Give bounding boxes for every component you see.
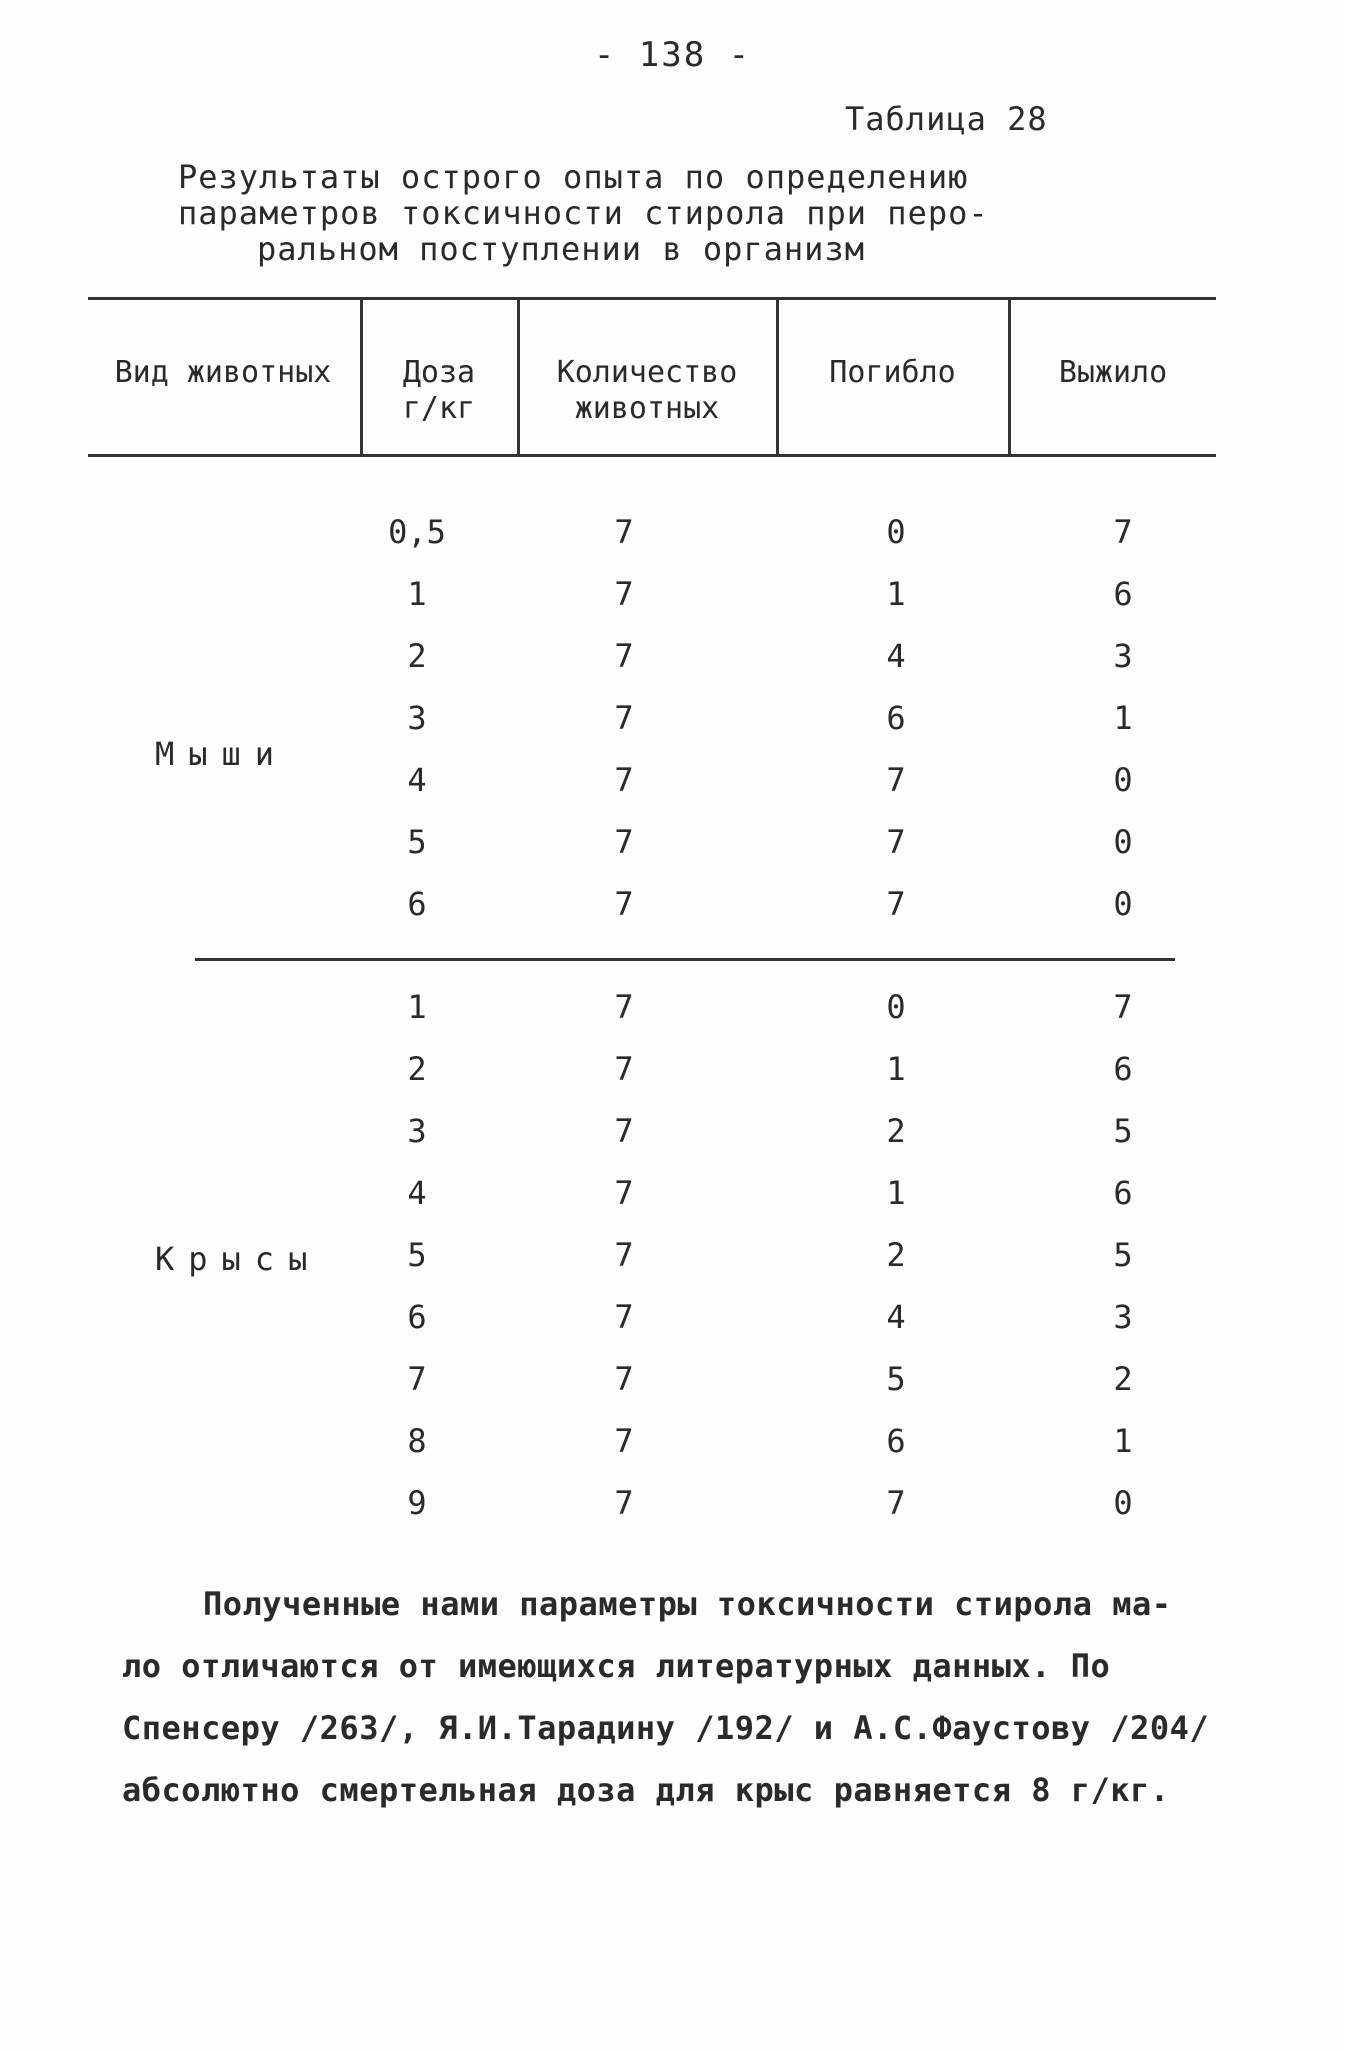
died-cell: 1 [886, 1174, 906, 1212]
survived-cell: 6 [1113, 575, 1133, 613]
header-dose-line-1: Доза [402, 355, 476, 390]
dose-cell: 2 [407, 637, 427, 675]
died-cell: 7 [886, 1484, 906, 1522]
count-cell: 7 [614, 699, 634, 737]
table-caption-line-2: параметров токсичности стирола при перо- [178, 194, 989, 232]
survived-cell: 5 [1113, 1112, 1133, 1150]
died-cell: 2 [886, 1236, 906, 1274]
survived-cell: 6 [1113, 1050, 1133, 1088]
header-died: Погибло [829, 355, 956, 390]
survived-cell: 5 [1113, 1236, 1133, 1274]
group-divider-rule [195, 958, 1175, 961]
survived-cell: 7 [1113, 988, 1133, 1026]
table-top-rule [88, 297, 1216, 300]
died-cell: 1 [886, 1050, 906, 1088]
count-cell: 7 [614, 1422, 634, 1460]
survived-cell: 0 [1113, 885, 1133, 923]
group-label-mice: Мыши [155, 735, 289, 773]
table-caption-line-1: Результаты острого опыта по определению [178, 158, 969, 196]
dose-cell: 0,5 [388, 513, 446, 551]
dose-cell: 5 [407, 823, 427, 861]
count-cell: 7 [614, 885, 634, 923]
paragraph-line-1: Полученные нами параметры токсичности стирола ма- [203, 1585, 1172, 1623]
paragraph-line-4: абсолютно смертельная доза для крыс равняется 8 г/кг. [122, 1771, 1170, 1809]
count-cell: 7 [614, 1050, 634, 1088]
count-cell: 7 [614, 988, 634, 1026]
dose-cell: 6 [407, 885, 427, 923]
count-cell: 7 [614, 1236, 634, 1274]
header-survived: Выжило [1058, 355, 1168, 390]
table-label: Таблица 28 [845, 100, 1048, 138]
header-species: Вид животных [114, 355, 332, 390]
count-cell: 7 [614, 761, 634, 799]
survived-cell: 3 [1113, 1298, 1133, 1336]
died-cell: 0 [886, 988, 906, 1026]
count-cell: 7 [614, 637, 634, 675]
survived-cell: 1 [1113, 699, 1133, 737]
died-cell: 5 [886, 1360, 906, 1398]
table-header-rule [88, 454, 1216, 457]
dose-cell: 1 [407, 575, 427, 613]
died-cell: 7 [886, 761, 906, 799]
survived-cell: 6 [1113, 1174, 1133, 1212]
died-cell: 6 [886, 1422, 906, 1460]
survived-cell: 0 [1113, 761, 1133, 799]
died-cell: 0 [886, 513, 906, 551]
died-cell: 2 [886, 1112, 906, 1150]
header-count-line-1: Количество [556, 355, 738, 390]
dose-cell: 7 [407, 1360, 427, 1398]
died-cell: 7 [886, 823, 906, 861]
group-label-rats: Крысы [155, 1240, 322, 1278]
dose-cell: 5 [407, 1236, 427, 1274]
count-cell: 7 [614, 1112, 634, 1150]
survived-cell: 0 [1113, 1484, 1133, 1522]
dose-cell: 4 [407, 761, 427, 799]
page-number: - 138 - [593, 35, 752, 75]
dose-cell: 2 [407, 1050, 427, 1088]
survived-cell: 1 [1113, 1422, 1133, 1460]
header-dose [362, 355, 516, 427]
count-cell: 7 [614, 823, 634, 861]
header-count-line-2: животных [574, 391, 720, 426]
dose-cell: 4 [407, 1174, 427, 1212]
survived-cell: 7 [1113, 513, 1133, 551]
died-cell: 7 [886, 885, 906, 923]
survived-cell: 0 [1113, 823, 1133, 861]
died-cell: 6 [886, 699, 906, 737]
table-caption-line-3: ральном поступлении в организм [257, 230, 865, 268]
dose-cell: 3 [407, 699, 427, 737]
died-cell: 4 [886, 1298, 906, 1336]
count-cell: 7 [614, 1174, 634, 1212]
paragraph-line-2: ло отличаются от имеющихся литературных данных. По [122, 1647, 1111, 1685]
died-cell: 4 [886, 637, 906, 675]
count-cell: 7 [614, 1360, 634, 1398]
died-cell: 1 [886, 575, 906, 613]
header-dose-line-2: г/кг [402, 391, 476, 426]
count-cell: 7 [614, 513, 634, 551]
count-cell: 7 [614, 1298, 634, 1336]
dose-cell: 9 [407, 1484, 427, 1522]
survived-cell: 3 [1113, 637, 1133, 675]
count-cell: 7 [614, 1484, 634, 1522]
dose-cell: 3 [407, 1112, 427, 1150]
dose-cell: 1 [407, 988, 427, 1026]
paragraph-line-3: Спенсеру /263/, Я.И.Тарадину /192/ и А.С.Фаустову /204/ [122, 1709, 1210, 1747]
survived-cell: 2 [1113, 1360, 1133, 1398]
dose-cell: 6 [407, 1298, 427, 1336]
header-animal-count [519, 355, 775, 427]
count-cell: 7 [614, 575, 634, 613]
dose-cell: 8 [407, 1422, 427, 1460]
